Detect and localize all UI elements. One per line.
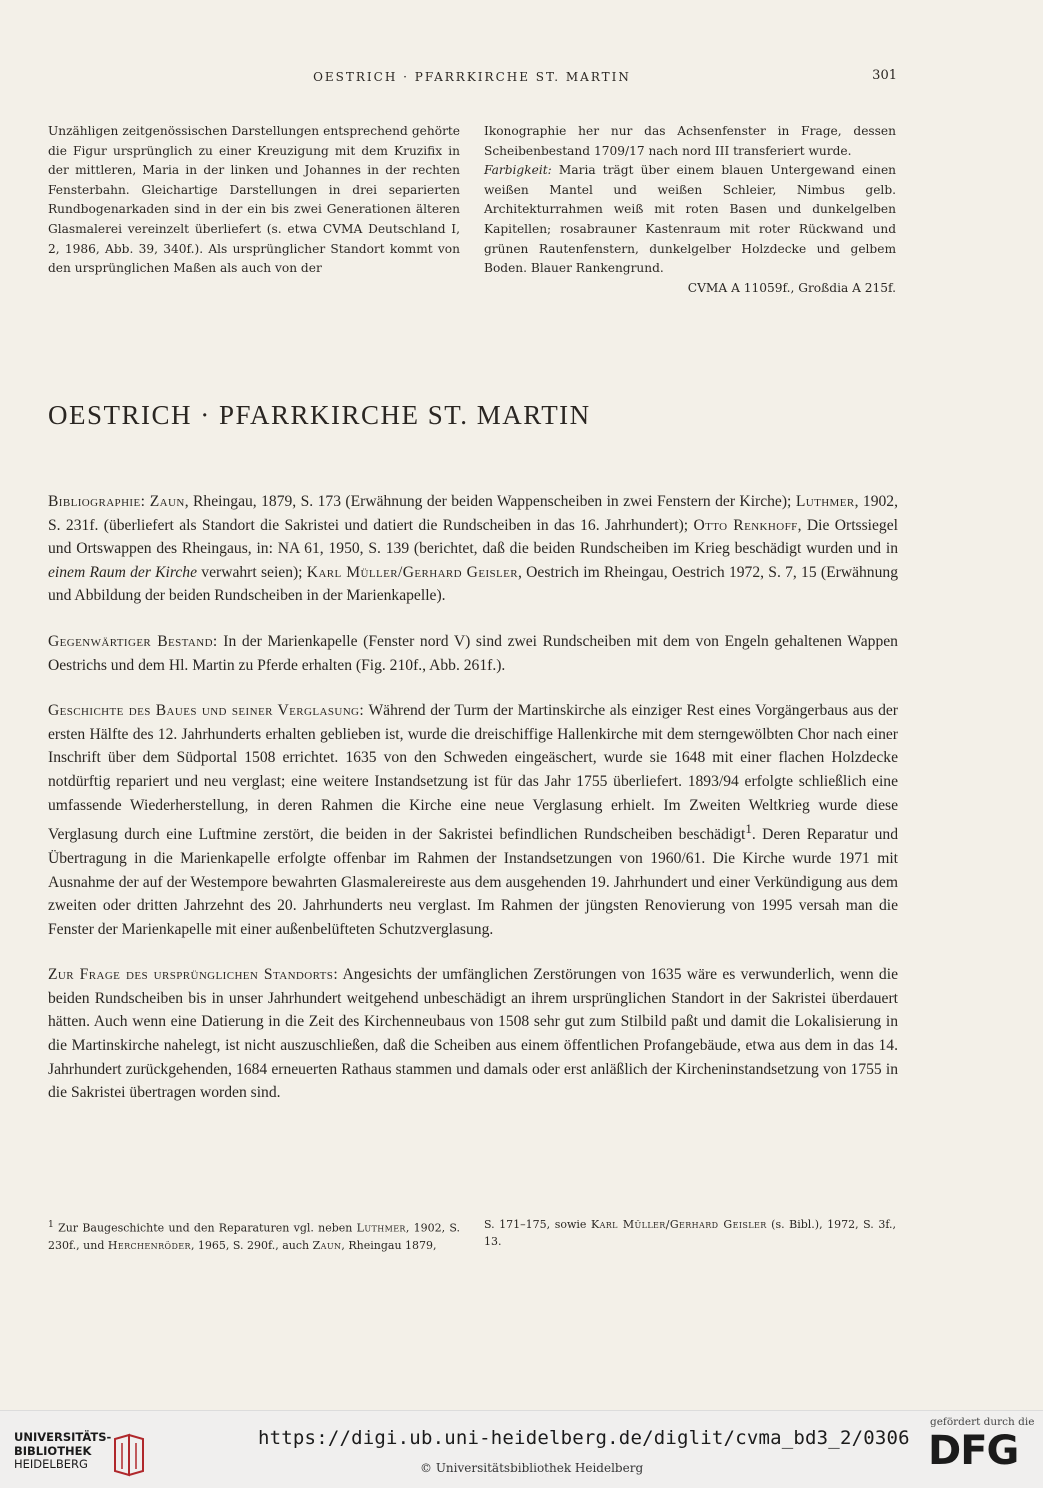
footnote-author: Zaun — [312, 1238, 342, 1252]
footnote-left — [48, 1216, 460, 1254]
document-url-link[interactable]: https://digi.ub.uni-heidelberg.de/diglit/cvma_bd3_2/0306 — [258, 1427, 910, 1449]
geschichte-paragraph — [48, 699, 898, 941]
section-title: OESTRICH · PFARRKIRCHE ST. MARTIN — [48, 400, 591, 430]
bibliography-text: , Oestrich im Rheingau, Oestrich 1972, S. 7, 15 (Erwähnung und Abbildung der beiden Rundscheiben in der Marienkapelle). — [48, 563, 898, 605]
viewer-footer — [0, 1410, 1043, 1488]
bestand-text: In der Marienkapelle (Fenster nord V) sind zwei Rundscheiben mit dem von Engeln gehaltenen Wappen Oestrichs und dem Hl. Martin zu Pferde erhalten (Fig. 210f., Abb. 261f.). — [48, 632, 898, 674]
footnote-author: Herchenröder — [107, 1238, 191, 1252]
library-logo[interactable] — [14, 1431, 164, 1481]
top-left-paragraph: Unzähligen zeitgenössischen Darstellungen entsprechend gehörte die Figur ursprünglich zu einer Kreuzigung mit dem Kruzifix in der mittleren, Maria in der linken und Johannes in der rechten Fensterbahn. Gleichartige Darstellungen in drei separierten Rundbogenarkaden sind in der ein bis zwei Generationen älteren Glasmalerei vereinzelt überliefert (s. etwa CVMA Deutschland I, 2, 1986, Abb. 39, 340f.). Als ursprünglicher Standort kommt von den ursprünglichen Maßen als auch von der — [48, 124, 460, 276]
bibliography-paragraph — [48, 490, 898, 608]
library-line-1: UNIVERSITÄTS- — [14, 1430, 112, 1444]
body-text — [48, 490, 898, 1127]
bibliography-italic: einem Raum der Kirche — [48, 563, 198, 581]
author-renkhoff: Otto Renkhoff — [693, 516, 798, 534]
footnote-text: Zur Baugeschichte und den Reparaturen vgl. neben — [53, 1221, 357, 1235]
footnote-right — [484, 1216, 896, 1254]
footnote-text: , 1965, S. 290f., auch — [190, 1238, 313, 1252]
farbigkeit-label: Farbigkeit: — [484, 163, 552, 178]
dfg-logo-text: DFG — [928, 1428, 1019, 1474]
farbigkeit-text: Maria trägt über einem blauen Untergewand einen weißen Mantel und weißen Schleier, Nimbus gelb. Architekturrahmen weiß mit roten Basen und dunkelgelben Kapitellen; rosabrauner Kastenraum mit roter Rückwand und grünen Rautenfenstern, dunkelgelber Holzdecke und gelbem Boden. Blauer Rankengrund. — [484, 163, 897, 276]
standort-paragraph — [48, 963, 898, 1105]
author-zaun: Zaun — [149, 493, 185, 510]
bibliography-label: Bibliographie: — [48, 493, 146, 510]
funding-label: gefördert durch die — [930, 1416, 1035, 1428]
bestand-paragraph — [48, 630, 898, 677]
library-line-3: HEIDELBERG — [14, 1457, 88, 1471]
farbigkeit-paragraph — [484, 161, 896, 279]
footnote-text: , Rheingau 1879, — [341, 1238, 437, 1252]
library-emblem-icon — [109, 1433, 149, 1477]
geschichte-label: Geschichte des Baues und seiner Verglasung: — [48, 702, 365, 720]
top-right-column — [484, 122, 896, 298]
bibliography-text: verwahrt seien); — [197, 563, 307, 581]
footnote-text: S. 171–175, sowie — [484, 1218, 591, 1231]
footnote-number: 1 — [48, 1219, 54, 1230]
running-title: OESTRICH · PFARRKIRCHE ST. MARTIN — [313, 70, 631, 84]
bibliography-text: , Die Ortssiegel und Ortswappen des Rheingaus, in: NA 61, 1950, S. 139 (berichtet, daß die beiden Rundscheiben im Krieg beschädigt wurden und in — [48, 516, 898, 558]
dfg-funding-logo[interactable] — [924, 1412, 1034, 1482]
copyright-notice: © Universitätsbibliothek Heidelberg — [420, 1461, 644, 1475]
author-luthmer: Luthmer — [795, 493, 855, 510]
author-mueller-geisler: Karl Müller/Gerhard Geisler — [306, 563, 519, 581]
bibliography-text: , Rheingau, 1879, S. 173 (Erwähnung der beiden Wappenscheiben in zwei Fenstern der Kirche); — [184, 493, 796, 510]
standort-text: Angesichts der umfänglichen Zerstörungen von 1635 wäre es verwunderlich, wenn die beiden Rundscheiben bis in unser Jahrhundert weitgehend unbeschädigt an ihrem ursprünglichen Standort in der Sakristei überdauert hätten. Auch wenn eine Datierung in die Zeit des Kirchenneubaus von 1508 sehr gut zum Stilbild paßt und damit die Lokalisierung in die Martinskirche nahelegt, ist nicht auszuschließen, daß die Scheiben aus einem öffentlichen Profangebäude, etwa aus dem in das 14. Jahrhundert zurückgehenden, 1684 erneuerten Rathaus stammen und damals oder erst anläßlich der Kircheninstandsetzung von 1755 in die Sakristei übertragen worden sind. — [48, 966, 898, 1102]
geschichte-text: Während der Turm der Martinskirche als einziger Rest eines Vorgängerbaus aus der ersten Hälfte des 12. Jahrhunderts erhalten geblieben ist, wurde die dreischiffige Hallenkirche mit dem sterngewölbten Chor nach einer Inschrift über dem Südportal 1508 errichtet. 1635 von den Schweden eingeäschert, wurde sie 1648 mit einer flachen Holzdecke notdürftig repariert und neu verglast; eine weitere Instandsetzung ist für das Jahr 1755 überliefert. 1893/94 erfolgte schließlich eine umfassende Wiederherstellung, in deren Rahmen die Kirche eine neue Verglasung erhielt. Im Zweiten Weltkrieg wurde diese Verglasung durch eine Luftmine zerstört, die beiden in der Sakristei befindlichen Rundscheiben beschädigt — [48, 702, 899, 844]
library-line-2: BIBLIOTHEK — [14, 1443, 92, 1458]
footnote-text: (s. Bibl.), 1972, S. 3f., 13. — [484, 1218, 896, 1248]
geschichte-text-continued: . Deren Reparatur und Übertragung in die Marienkapelle erfolgte offenbar im Rahmen der Instandsetzungen von 1960/61. Die Kirche wurde 1971 mit Ausnahme der auf der Westempore bewahrten Glasmalereireste aus dem ausgehenden 19. Jahrhundert und einer Verkündigung aus dem zweiten oder dritten Jahrzehnt des 20. Jahrhunderts neu verglast. Im Rahmen der jüngsten Renovierung von 1995 versah man die Fenster der Marienkapelle mit einer außenbelüfteten Schutzverglasung. — [48, 826, 898, 938]
footnotes — [48, 1216, 896, 1254]
footnote-author: Luthmer — [356, 1221, 406, 1235]
bestand-label: Gegenwärtiger Bestand: — [48, 632, 218, 650]
footnote-author: Karl Müller/Gerhard Geisler — [590, 1218, 767, 1231]
footnote-mark[interactable]: 1 — [745, 821, 752, 837]
top-columns — [48, 122, 896, 298]
footnote-text: , 1902, S. 230f., und — [48, 1221, 460, 1252]
bibliography-text: , 1902, S. 231f. (überliefert als Standort die Sakristei und datiert die Rundscheiben in das 16. Jahrhundert); — [48, 493, 898, 534]
library-name — [14, 1431, 111, 1472]
top-left-column — [48, 122, 460, 298]
top-right-intro: Ikonographie her nur das Achsenfenster in Frage, dessen Scheibenbestand 1709/17 nach nord III transferiert wurde. — [484, 124, 896, 158]
page-number: 301 — [872, 68, 897, 83]
cvma-reference: CVMA A 11059f., Großdia A 215f. — [687, 280, 896, 295]
standort-label: Zur Frage des ursprünglichen Standorts: — [48, 966, 339, 984]
